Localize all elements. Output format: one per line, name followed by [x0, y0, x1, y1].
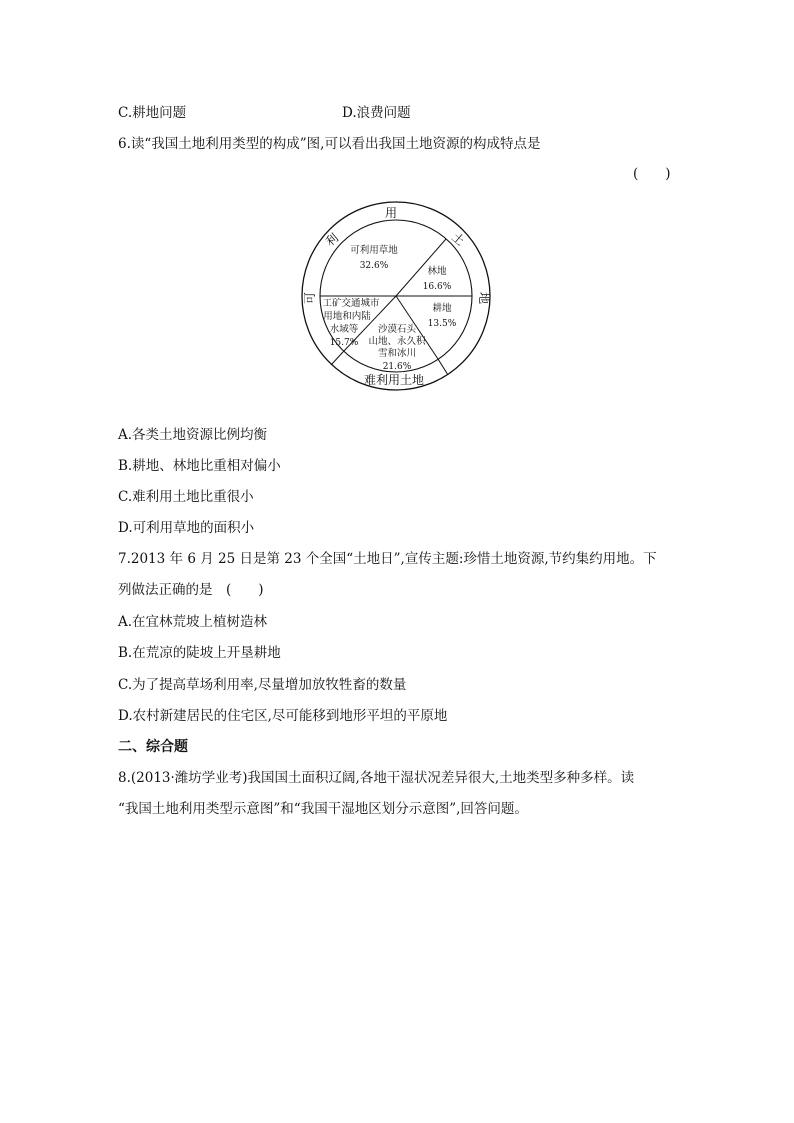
slice-label-builtup-1: 工矿交通城市: [322, 298, 380, 309]
q6-option-b: B.耕地、林地比重相对偏小: [118, 458, 281, 474]
ring-divider: [331, 352, 343, 365]
slice-value-grassland: 32.6%: [359, 261, 389, 271]
slice-label-barren-3: 雪和冰川: [377, 348, 417, 359]
ring-char-yong: 用: [384, 206, 398, 220]
slice-label-forest: 林地: [427, 266, 447, 277]
q7-option-b: B.在荒凉的陡坡上开垦耕地: [118, 645, 281, 661]
q5-option-d: D.浪费问题: [342, 105, 411, 121]
slice-value-barren: 21.6%: [382, 362, 412, 372]
ring-label-unusable: 难利用土地: [363, 373, 425, 387]
q7-stem-line2: 列做法正确的是 ( ): [118, 582, 264, 598]
section-heading: 二、综合题: [118, 739, 188, 755]
q6-option-d: D.可利用草地的面积小: [118, 520, 255, 536]
slice-label-builtup-3: 水域等: [329, 324, 359, 335]
slice-value-builtup: 15.7%: [329, 338, 359, 348]
q6-stem: 6.读“我国土地利用类型的构成”图,可以看出我国土地资源的构成特点是: [118, 136, 541, 152]
q8-line2: “我国土地利用类型示意图”和“我国干湿地区划分示意图”,回答问题。: [118, 801, 528, 817]
ring-char-tu: 土: [448, 229, 468, 249]
ring-char-ke: 可: [303, 291, 317, 305]
slice-value-cropland: 13.5%: [427, 319, 457, 329]
q8-line1: 8.(2013·潍坊学业考)我国国土面积辽阔,各地干湿状况差异很大,土地类型多种多样。读: [118, 770, 635, 786]
slice-value-forest: 16.6%: [422, 282, 452, 292]
q6-answer-bracket: ( ): [633, 166, 671, 182]
q6-option-c: C.难利用土地比重很小: [118, 489, 254, 505]
slice-label-grassland: 可利用草地: [350, 245, 398, 256]
ring-divider: [438, 359, 448, 375]
slice-label-builtup-2: 用地和内陆: [323, 311, 371, 322]
q7-stem-line1: 7.2013 年 6 月 25 日是第 23 个全国“土地日”,宣传主题:珍惜土地资源,节约集约用地。下: [118, 551, 657, 567]
slice-label-cropland: 耕地: [432, 303, 452, 314]
q7-option-d: D.农村新建居民的住宅区,尽可能移到地形平坦的平原地: [118, 708, 448, 724]
q7-option-a: A.在宜林荒坡上植树造林: [118, 614, 268, 630]
slice-label-barren-2: 山地、永久积: [368, 336, 426, 347]
ring-char-di: 地: [477, 291, 491, 305]
ring-char-li: 利: [322, 230, 342, 250]
q5-option-c: C.耕地问题: [118, 105, 187, 121]
slice-label-barren-1: 沙漠石头: [377, 324, 417, 335]
q6-option-a: A.各类土地资源比例均衡: [118, 427, 268, 443]
land-use-pie-chart: [300, 198, 494, 396]
q7-option-c: C.为了提高草场利用率,尽量增加放牧牲畜的数量: [118, 677, 407, 693]
